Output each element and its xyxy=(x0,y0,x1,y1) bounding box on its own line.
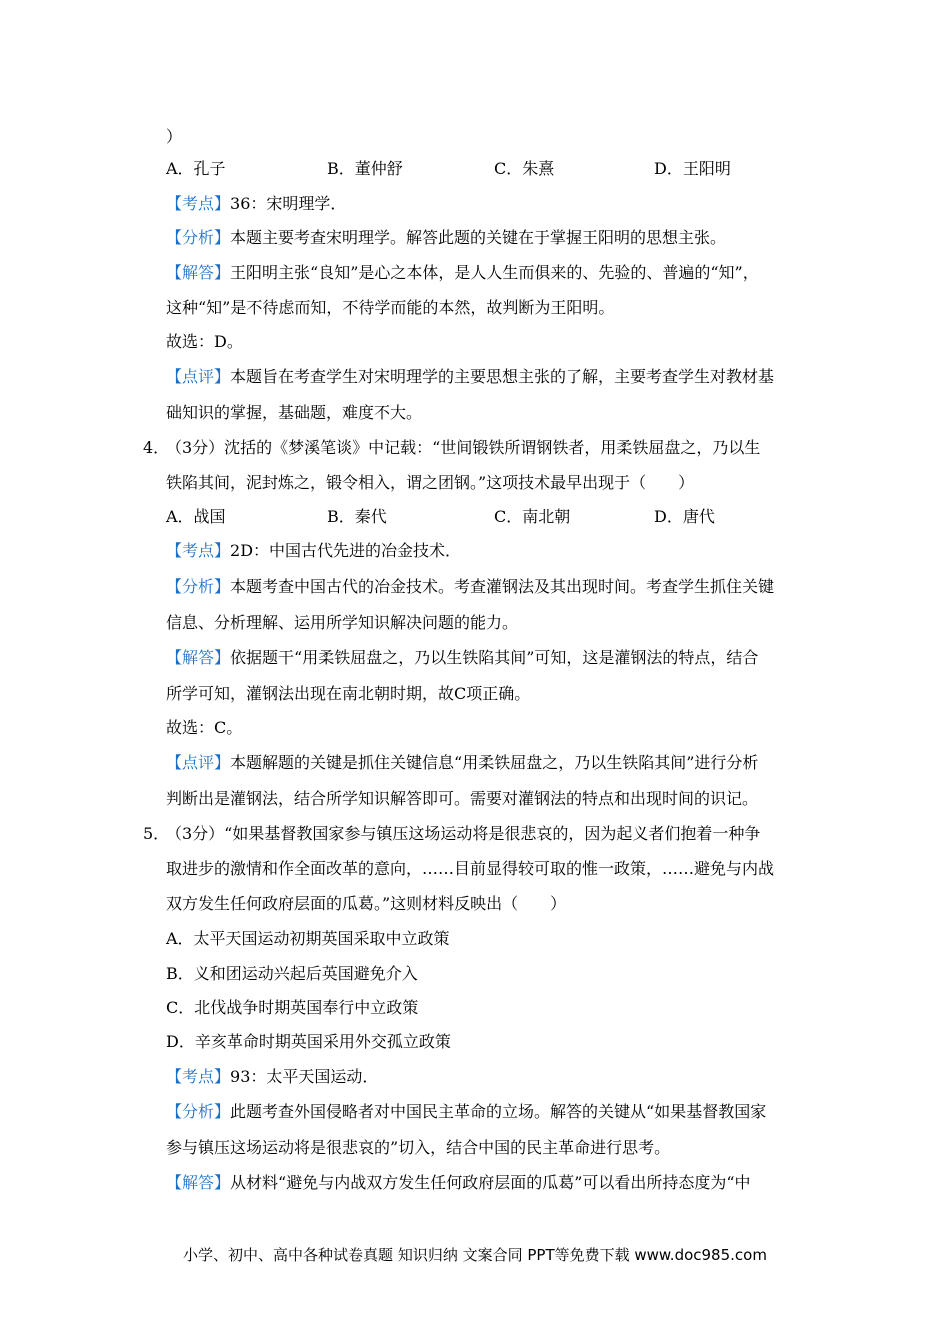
q4-option-b: B．秦代 xyxy=(327,507,387,526)
q4-option-c: C．南北朝 xyxy=(494,507,571,526)
q4-stem-line1: （3分）沈括的《梦溪笔谈》中记载：“世间锻铁所谓钢铁者，用柔铁屈盘之，乃以生 xyxy=(166,438,761,457)
q5-option-d: D．辛亥革命时期英国采用外交孤立政策 xyxy=(166,1032,451,1051)
page-footer: 小学、初中、高中各种试卷真题 知识归纳 文案合同 PPT等免费下载 www.doc985.com xyxy=(183,1246,767,1264)
kaodian-tag: 【考点】 xyxy=(166,194,231,213)
q4-number: 4． xyxy=(143,438,170,457)
q4-jieda xyxy=(166,647,758,669)
jieda-text: 王阳明主张“良知”是心之本体，是人人生而俱来的、先验的、普遍的“知”， xyxy=(230,263,759,282)
q4-jieda-line2: 所学可知，灌钢法出现在南北朝时期，故C项正确。 xyxy=(166,684,531,703)
q4-option-d: D．唐代 xyxy=(654,507,715,526)
q3-option-b: B．董仲舒 xyxy=(327,159,403,178)
kaodian-tag: 【考点】 xyxy=(166,541,231,560)
q3-option-d: D．王阳明 xyxy=(654,159,731,178)
q5-option-a: A．太平天国运动初期英国采取中立政策 xyxy=(166,929,450,948)
fenxi-text: 本题主要考查宋明理学。解答此题的关键在于掌握王阳明的思想主张。 xyxy=(230,228,727,247)
jieda-text: 从材料“避免与内战双方发生任何政府层面的瓜葛”可以看出所持态度为“中 xyxy=(230,1173,751,1192)
q3-fenxi xyxy=(166,227,726,249)
q4-option-a: A．战国 xyxy=(166,507,226,526)
q5-number: 5． xyxy=(143,824,170,843)
q4-fenxi-line2: 信息、分析理解、运用所学知识解决问题的能力。 xyxy=(166,613,519,632)
q5-fenxi-line2: 参与镇压这场运动将是很悲哀的”切入，结合中国的民主革命进行思考。 xyxy=(166,1138,671,1157)
kaodian-text: 93：太平天国运动． xyxy=(230,1067,379,1086)
q3-kaodian xyxy=(166,193,346,215)
q5-jieda xyxy=(166,1172,751,1194)
fenxi-tag: 【分析】 xyxy=(166,228,231,247)
dianping-tag: 【点评】 xyxy=(166,753,231,772)
fenxi-text: 此题考查外国侵略者对中国民主革命的立场。解答的关键从“如果基督教国家 xyxy=(230,1102,767,1121)
q5-stem-line1: （3分）“如果基督教国家参与镇压这场运动将是很悲哀的，因为起义者们抱着一种争 xyxy=(166,824,761,843)
jieda-tag: 【解答】 xyxy=(166,1173,231,1192)
fenxi-tag: 【分析】 xyxy=(166,577,231,596)
jieda-tag: 【解答】 xyxy=(166,263,231,282)
q3-option-a: A．孔子 xyxy=(166,159,226,178)
q5-stem-line3: 双方发生任何政府层面的瓜葛。”这则材料反映出（ ） xyxy=(166,894,567,913)
q5-fenxi xyxy=(166,1101,766,1123)
dianping-text: 本题解题的关键是抓住关键信息“用柔铁屈盘之，乃以生铁陷其间”进行分析 xyxy=(230,753,759,772)
dianping-tag: 【点评】 xyxy=(166,367,231,386)
jieda-tag: 【解答】 xyxy=(166,648,231,667)
q3-dianping-line2: 础知识的掌握，基础题，难度不大。 xyxy=(166,403,423,422)
q5-option-b: B．义和团运动兴起后英国避免介入 xyxy=(166,964,418,983)
q5-kaodian xyxy=(166,1066,378,1088)
q4-kaodian xyxy=(166,540,461,562)
q4-dianping xyxy=(166,752,758,774)
q3-stem-tail: ） xyxy=(166,127,183,146)
q4-dianping-line2: 判断出是灌钢法，结合所学知识解答即可。需要对灌钢法的特点和出现时间的识记。 xyxy=(166,789,759,808)
q3-jieda-line2: 这种“知”是不待虑而知，不待学而能的本然，故判断为王阳明。 xyxy=(166,298,615,317)
dianping-text: 本题旨在考查学生对宋明理学的主要思想主张的了解，主要考查学生对教材基 xyxy=(230,367,775,386)
fenxi-tag: 【分析】 xyxy=(166,1102,231,1121)
q4-answer: 故选：C。 xyxy=(166,718,243,737)
q3-answer: 故选：D。 xyxy=(166,332,243,351)
q4-fenxi xyxy=(166,576,774,598)
kaodian-text: 2D：中国古代先进的冶金技术． xyxy=(230,541,462,560)
q5-stem-line2: 取进步的激情和作全面改革的意向，……目前显得较可取的惟一政策，……避免与内战 xyxy=(166,859,775,878)
jieda-text: 依据题干“用柔铁屈盘之，乃以生铁陷其间”可知，这是灌钢法的特点，结合 xyxy=(230,648,759,667)
kaodian-tag: 【考点】 xyxy=(166,1067,231,1086)
q4-stem-line2: 铁陷其间，泥封炼之，锻令相入，谓之团钢。”这项技术最早出现于（ ） xyxy=(166,473,695,492)
q3-jieda xyxy=(166,262,759,284)
q3-option-c: C．朱熹 xyxy=(494,159,555,178)
q3-dianping xyxy=(166,366,774,388)
q5-option-c: C．北伐战争时期英国奉行中立政策 xyxy=(166,998,419,1017)
kaodian-text: 36：宋明理学． xyxy=(230,194,347,213)
fenxi-text: 本题考查中国古代的冶金技术。考查灌钢法及其出现时间。考查学生抓住关键 xyxy=(230,577,775,596)
